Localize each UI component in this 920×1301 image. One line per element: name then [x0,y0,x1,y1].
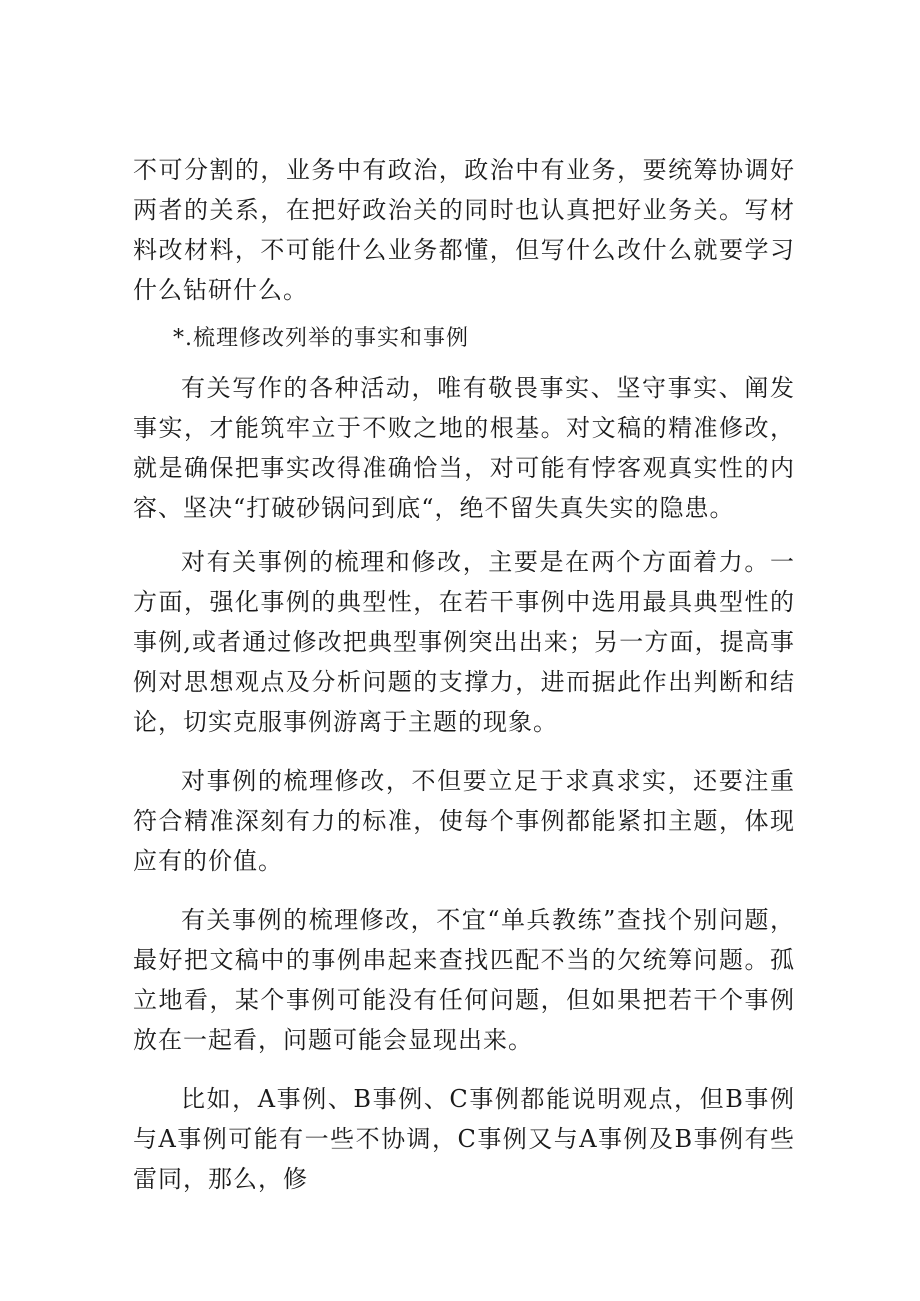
section-heading: *.梳理修改列举的事实和事例 [173,326,469,351]
paragraph-examples-coordination: 有关事例的梳理修改，不宜“单兵教练”查找个别问题，最好把文稿中的事例串起来查找匹配不当的欠统筹问题。孤立地看，某个事例可能没有任何问题，但如果把若干个事例放在一起看，问题可能会显现出来。 [133,906,795,1054]
paragraph-examples-focus: 对有关事例的梳理和修改，主要是在两个方面着力。一方面，强化事例的典型性，在若干事例中选用最具典型性的事例,或者通过修改把典型事例突出出来；另一方面，提高事例对思想观点及分析问题的支撑力，进而据此作出判断和结论，切实克服事例游离于主题的现象。 [133,548,795,736]
paragraph-example-case: 比如，A事例、B事例、C事例都能说明观点，但B事例与A事例可能有一些不协调，C事例又与A事例及B事例有些雷同，那么，修 [133,1085,795,1193]
paragraph-examples-standard: 对事例的梳理修改，不但要立足于求真求实，还要注重符合精准深刻有力的标准，使每个事例都能紧扣主题，体现应有的价值。 [133,767,795,875]
paragraph-facts: 有关写作的各种活动，唯有敬畏事实、坚守事实、阐发事实，才能筑牢立于不败之地的根基。对文稿的精准修改，就是确保把事实改得准确恰当，对可能有悖客观真实性的内容、坚决“打破砂锅问到底“，绝不留失真失实的隐患。 [133,374,795,522]
paragraph-continuation: 不可分割的，业务中有政治，政治中有业务，要统筹协调好两者的关系，在把好政治关的同时也认真把好业务关。写材料改材料，不可能什么业务都懂，但写什么改什么就要学习什么钻研什么。 [133,156,795,304]
document-page [133,150,795,1199]
